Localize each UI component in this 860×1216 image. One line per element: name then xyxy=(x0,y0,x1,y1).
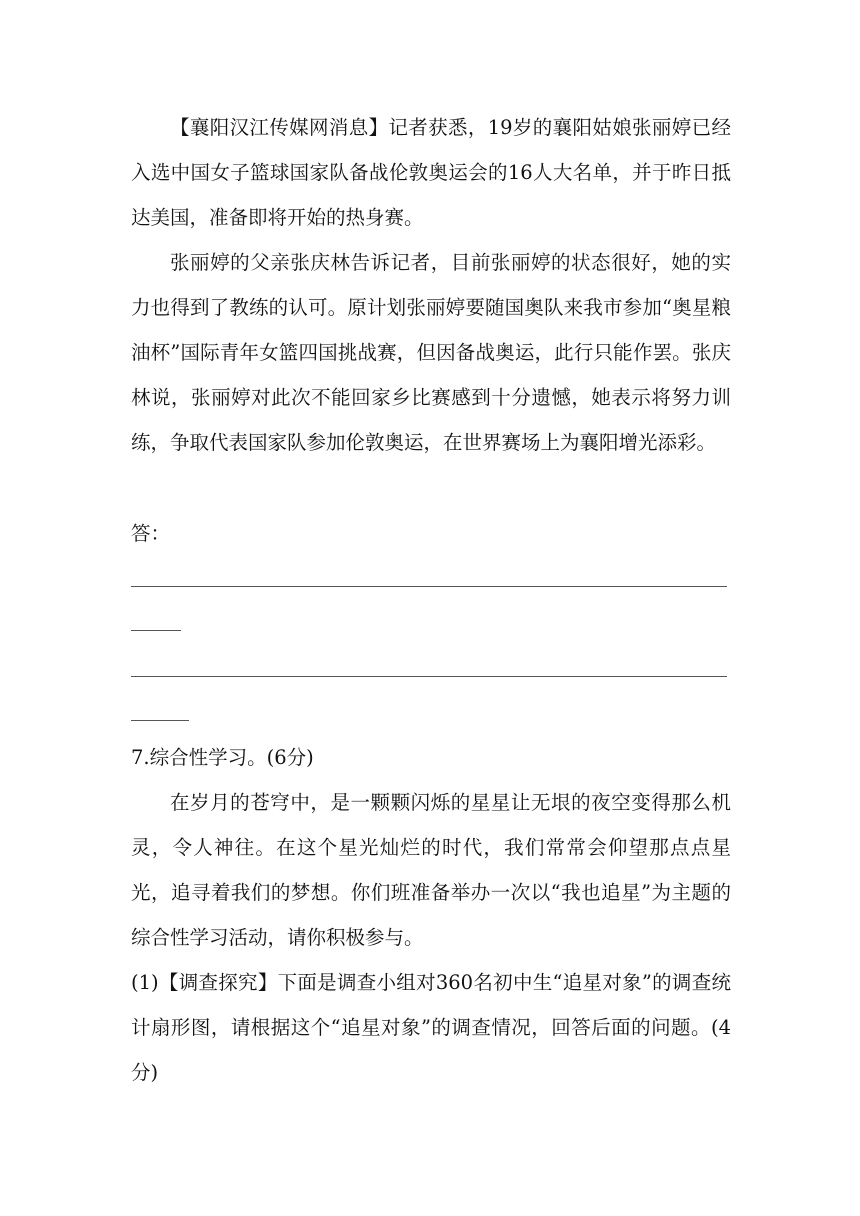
question-7-title: 7.综合性学习。(6分) xyxy=(131,746,314,769)
answer-line-2[interactable] xyxy=(131,676,727,677)
answer-line-1[interactable] xyxy=(131,586,727,587)
question-7-intro: 在岁月的苍穹中，是一颗颗闪烁的星星让无垠的夜空变得那么机灵，令人神往。在这个星光灿烂的时代，我们常常会仰望那点点星光，追寻着我们的梦想。你们班准备举办一次以“我也追星”为主题的综合性学习活动，请你积极参与。 xyxy=(131,791,731,949)
news-paragraph-2: 张丽婷的父亲张庆林告诉记者，目前张丽婷的状态很好，她的实力也得到了教练的认可。原计划张丽婷要随国奥队来我市参加“奥星粮油杯”国际青年女篮四国挑战赛，但因备战奥运，此行只能作罢。张庆林说，张丽婷对此次不能回家乡比赛感到十分遗憾，她表示将努力训练，争取代表国家队参加伦敦奥运，在世界赛场上为襄阳增光添彩。 xyxy=(131,251,731,454)
answer-line-1-tail xyxy=(131,630,181,631)
answer-line-2-tail xyxy=(131,720,189,721)
news-paragraph-1: 【襄阳汉江传媒网消息】记者获悉，19岁的襄阳姑娘张丽婷已经入选中国女子篮球国家队备战伦敦奥运会的16人大名单，并于昨日抵达美国，准备即将开始的热身赛。 xyxy=(131,116,731,229)
answer-label: 答： xyxy=(131,522,171,545)
question-7-sub-1: (1)【调查探究】下面是调查小组对360名初中生“追星对象”的调查统计扇形图，请根据这个“追星对象”的调查情况，回答后面的问题。(4分) xyxy=(131,971,731,1084)
